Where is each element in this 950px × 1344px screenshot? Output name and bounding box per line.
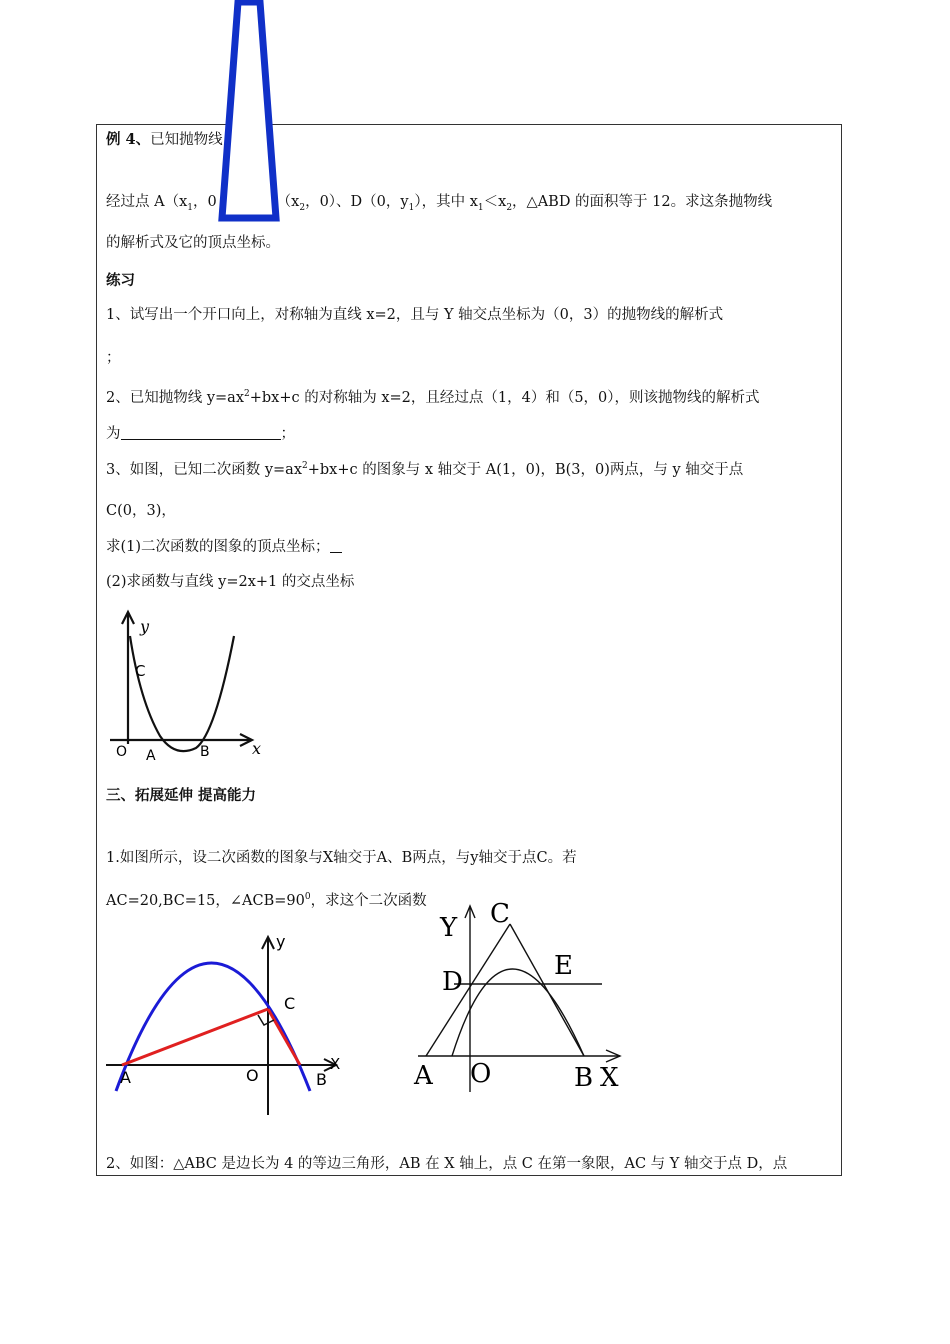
fig1-label-y: y <box>140 617 150 636</box>
figure-2-parabola <box>100 925 350 1115</box>
fig2-label-y: y <box>276 932 286 951</box>
fig2-curve <box>116 963 310 1091</box>
fig1-label-b: B <box>200 744 210 760</box>
section3-p1-line2: AC=20,BC=15，$\angle ACB=90^0$，求这个二次函数 <box>106 892 427 909</box>
fig2-label-x: X <box>330 1055 341 1073</box>
section3-p2-line1: 2、如图：△ABC 是边长为 4 的等边三角形，AB 在 X 轴上，点 C 在第一象限，AC 与 Y 轴交于点 D，点 <box>106 1156 788 1172</box>
answer-blank-short[interactable] <box>330 538 342 553</box>
section3-p1-line1: 1.如图所示，设二次函数的图象与X轴交于A、B两点，与y轴交于点C。若 <box>106 850 577 866</box>
fig3-label-b: B <box>574 1063 594 1093</box>
fig3-label-e: E <box>554 951 573 981</box>
fig1-label-x: x <box>252 739 262 758</box>
fig1-curve <box>130 636 234 751</box>
example4-line2: 的解析式及它的顶点坐标。 <box>106 235 280 251</box>
fig1-label-c: C <box>135 662 146 680</box>
fig3-label-c: C <box>490 899 510 929</box>
practice-q1-line2: ； <box>106 350 121 366</box>
blue-overlay-shape <box>214 0 284 226</box>
fig3-label-a: A <box>414 1061 433 1091</box>
fig3-label-y: Y <box>440 913 458 943</box>
fig3-label-o: O <box>470 1059 492 1089</box>
example4-heading-text: 已知抛物线 <box>150 132 223 148</box>
example4-line1: 经过点 $A(x_1$，0 （$x_2$，0）、D（0，$y_1$），其中 $x_1<x_2$，△ABD 的面积等于 12。求这条抛物线 <box>106 194 773 213</box>
fig2-segment-cb <box>268 1009 300 1065</box>
example4-label: 例 4、 <box>106 131 151 148</box>
practice-q3-line2: C(0，3)， <box>106 503 176 519</box>
fig2-segment-ac <box>122 1009 268 1065</box>
figure-1-parabola <box>100 606 270 766</box>
answer-blank[interactable] <box>121 425 281 440</box>
fig3-label-d: D <box>442 967 463 997</box>
fig2-label-a: A <box>120 1068 131 1087</box>
practice-q2-line1: 2、已知抛物线 $y=ax^2+bx+c$ 的对称轴为 x=2，且经过点（1，4）和（5，0），则该抛物线的解析式 <box>106 389 760 406</box>
fig3-label-x: X <box>600 1063 619 1093</box>
practice-q3-sub1: 求(1)二次函数的图象的顶点坐标； <box>106 538 342 556</box>
section3-title: 三、拓展延伸 提高能力 <box>106 787 257 804</box>
fig1-label-a: A <box>146 748 156 764</box>
fig1-label-o: O <box>116 744 128 760</box>
fig2-label-o: O <box>246 1066 259 1085</box>
practice-q2-line2: 为 ； <box>106 426 295 442</box>
practice-title: 练习 <box>106 272 135 289</box>
fig3-curve <box>452 969 584 1056</box>
fig2-label-b: B <box>316 1070 327 1089</box>
fig2-label-c: C <box>284 994 296 1013</box>
practice-q3-sub2: (2)求函数与直线 y=2x+1 的交点坐标 <box>106 574 355 590</box>
figure-3-triangle <box>412 892 632 1092</box>
practice-q3-line1: 3、如图，已知二次函数 $y=ax^2+bx+c$ 的图象与 x 轴交于 A(1，0)，B(3，0)两点，与 y 轴交于点 <box>106 461 744 478</box>
fig3-side-ac <box>426 924 510 1056</box>
practice-q1-line1: 1、试写出一个开口向上，对称轴为直线 x=2，且与 Y 轴交点坐标为（0，3）的抛物线的解析式 <box>106 307 724 323</box>
example4-heading <box>106 131 223 149</box>
